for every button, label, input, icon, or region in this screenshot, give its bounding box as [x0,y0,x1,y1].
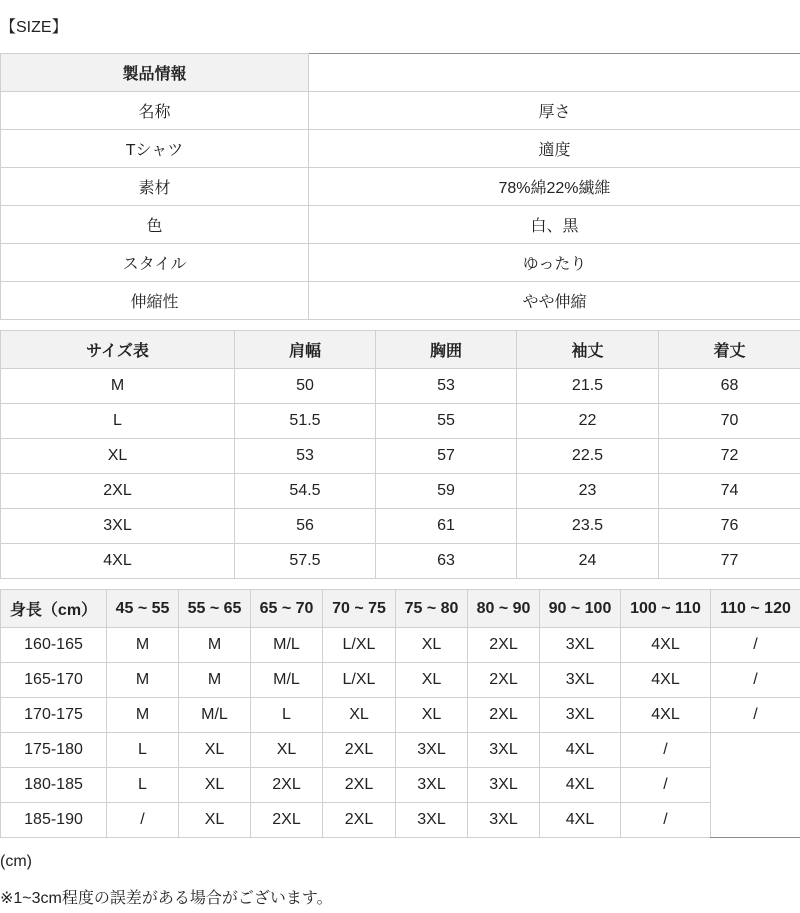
table-cell: 53 [376,369,517,404]
table-cell: 51.5 [235,404,376,439]
table-cell: 22 [517,404,659,439]
table-cell: 72 [659,439,800,474]
table-cell: 175-180 [1,733,107,768]
table-cell: 77 [659,544,800,579]
table-cell: 180-185 [1,768,107,803]
table-cell: 4XL [621,663,711,698]
table-row [1,404,800,439]
table-cell: 70 [659,404,800,439]
table-cell: 3XL [396,768,468,803]
table-cell: 54.5 [235,474,376,509]
table-cell: 57.5 [235,544,376,579]
table-header-cell: 着丈 [659,331,800,369]
empty-cell [711,733,800,838]
table-cell: / [621,803,711,838]
table-cell: 4XL [1,544,235,579]
table-cell: 3XL [540,663,621,698]
table-row [1,206,800,244]
table-cell: 50 [235,369,376,404]
table-cell: M [107,698,179,733]
table-row [1,698,800,733]
table-cell: M/L [251,628,323,663]
table-cell: XL [179,733,251,768]
table-cell: 素材 [1,168,309,206]
table-cell: 53 [235,439,376,474]
table-header-row [1,54,800,92]
table-cell: 伸縮性 [1,282,309,320]
table-cell: M [107,663,179,698]
table-cell: 22.5 [517,439,659,474]
table-row [1,369,800,404]
table-cell: M/L [179,698,251,733]
table-cell: 適度 [309,130,800,168]
table-cell: 色 [1,206,309,244]
table-cell: 24 [517,544,659,579]
table-row [1,244,800,282]
table-cell: 2XL [323,733,396,768]
table-cell: 2XL [323,803,396,838]
table-cell: 3XL [396,803,468,838]
table-cell: M [179,663,251,698]
table-cell: 2XL [468,698,540,733]
table-header-cell: 製品情報 [1,54,309,92]
table-cell: XL [396,663,468,698]
table-row [1,733,800,768]
table-cell: 3XL [468,768,540,803]
table-cell: 4XL [621,628,711,663]
table-header-cell: 100 ~ 110 [621,590,711,628]
table-cell: L [251,698,323,733]
table-cell: / [621,768,711,803]
table-cell: / [711,663,800,698]
table-header-cell: 45 ~ 55 [107,590,179,628]
table-cell: XL [179,768,251,803]
table-header-cell: 110 ~ 120 [711,590,800,628]
table-cell: 160-165 [1,628,107,663]
table-header-cell: 55 ~ 65 [179,590,251,628]
size-chart-table [0,330,800,579]
page-title: 【SIZE】 [0,19,68,36]
table-cell: XL [396,628,468,663]
table-row [1,439,800,474]
table-cell: 2XL [323,768,396,803]
table-cell: M [179,628,251,663]
table-cell: やや伸縮 [309,282,800,320]
table-cell: 21.5 [517,369,659,404]
table-cell: 57 [376,439,517,474]
table-header-cell: 身長（cm） [1,590,107,628]
table-row [1,509,800,544]
table-cell: 56 [235,509,376,544]
table-header-cell: 90 ~ 100 [540,590,621,628]
table-cell: 3XL [540,628,621,663]
table-row [1,768,800,803]
empty-header-cell [309,54,800,92]
table-row [1,474,800,509]
table-header-cell: 70 ~ 75 [323,590,396,628]
table-row [1,628,800,663]
table-cell: XL [179,803,251,838]
height-weight-table [0,589,800,838]
table-header-cell: 65 ~ 70 [251,590,323,628]
table-cell: 2XL [1,474,235,509]
table-cell: 61 [376,509,517,544]
table-cell: 2XL [468,628,540,663]
table-header-cell: 胸囲 [376,331,517,369]
error-note: ※1~3cm程度の誤差がある場合がございます。 [0,890,333,907]
table-cell: 74 [659,474,800,509]
table-cell: 59 [376,474,517,509]
table-cell: L [107,768,179,803]
table-row [1,803,800,838]
table-cell: 165-170 [1,663,107,698]
table-cell: 白、黒 [309,206,800,244]
table-row [1,544,800,579]
table-cell: XL [251,733,323,768]
table-cell: 3XL [468,803,540,838]
table-cell: 3XL [540,698,621,733]
table-cell: 2XL [468,663,540,698]
table-cell: XL [1,439,235,474]
unit-note: (cm) [0,853,32,870]
table-cell: 4XL [540,733,621,768]
table-cell: XL [323,698,396,733]
table-cell: 4XL [540,803,621,838]
table-cell: M [1,369,235,404]
table-header-cell: 80 ~ 90 [468,590,540,628]
table-row [1,282,800,320]
table-cell: M [107,628,179,663]
table-cell: 78%綿22%繊維 [309,168,800,206]
table-cell: 名称 [1,92,309,130]
table-cell: / [711,698,800,733]
table-cell: XL [396,698,468,733]
table-cell: Tシャツ [1,130,309,168]
table-cell: スタイル [1,244,309,282]
table-row [1,130,800,168]
table-cell: / [107,803,179,838]
table-cell: 4XL [621,698,711,733]
table-cell: / [711,628,800,663]
table-cell: 68 [659,369,800,404]
table-cell: L [1,404,235,439]
table-cell: 23 [517,474,659,509]
table-cell: 2XL [251,803,323,838]
table-cell: 3XL [468,733,540,768]
table-cell: 厚さ [309,92,800,130]
table-cell: 170-175 [1,698,107,733]
table-cell: L [107,733,179,768]
table-header-cell: 75 ~ 80 [396,590,468,628]
table-cell: 3XL [1,509,235,544]
table-cell: 185-190 [1,803,107,838]
table-header-row [1,590,800,628]
table-header-cell: 肩幅 [235,331,376,369]
table-row [1,663,800,698]
table-cell: / [621,733,711,768]
table-cell: L/XL [323,628,396,663]
table-cell: 3XL [396,733,468,768]
table-cell: 2XL [251,768,323,803]
table-cell: 4XL [540,768,621,803]
table-cell: 76 [659,509,800,544]
product-info-table [0,53,800,320]
table-cell: 55 [376,404,517,439]
table-header-row [1,331,800,369]
table-header-cell: 袖丈 [517,331,659,369]
table-cell: L/XL [323,663,396,698]
table-cell: 63 [376,544,517,579]
table-header-cell: サイズ表 [1,331,235,369]
table-cell: M/L [251,663,323,698]
table-cell: ゆったり [309,244,800,282]
table-cell: 23.5 [517,509,659,544]
table-row [1,168,800,206]
table-row [1,92,800,130]
